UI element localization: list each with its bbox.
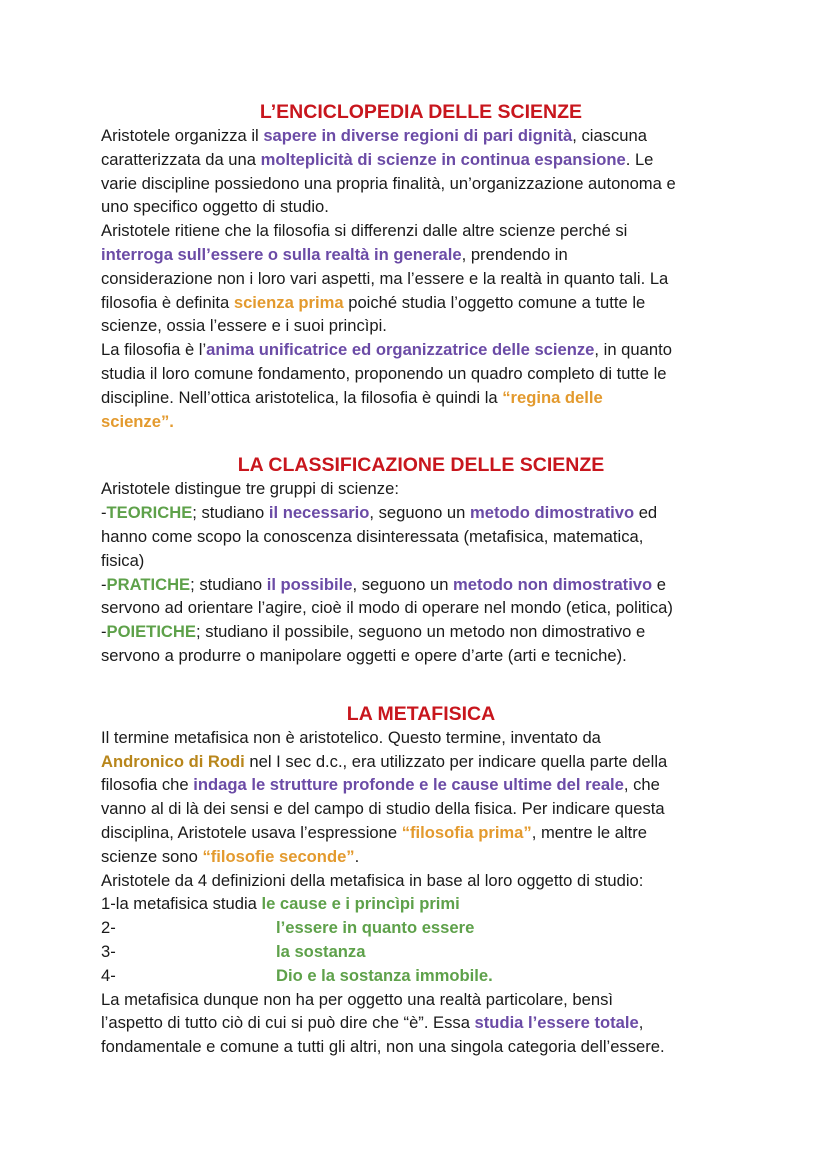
paragraph-line: fisica)	[101, 550, 145, 570]
paragraph-line: Il termine metafisica non è aristotelico. Questo termine, inventato da	[101, 727, 601, 747]
highlight-text: Dio e la sostanza immobile.	[276, 965, 493, 985]
text: , in quanto	[594, 340, 672, 360]
paragraph-line	[101, 124, 741, 148]
paragraph-line	[101, 773, 741, 797]
text: La filosofia è l’	[101, 340, 207, 360]
highlight-text: il necessario	[268, 503, 370, 523]
highlight-text: sapere in diverse regioni di pari dignità	[263, 126, 573, 145]
paragraph-line: considerazione non i loro vari aspetti, ma l’essere e la realtà in quanto tali. La	[101, 268, 669, 288]
text: Aristotele organizza il	[101, 126, 264, 145]
section-title: LA CLASSIFICAZIONE DELLE SCIENZE	[237, 454, 605, 477]
text: ; studiano	[192, 503, 269, 523]
paragraph-line	[101, 338, 741, 362]
item-number: 2-	[101, 918, 116, 938]
text: , seguono un	[369, 503, 470, 523]
definition-item	[101, 940, 741, 964]
text: discipline. Nell’ottica aristotelica, la filosofia è quindi la	[101, 387, 503, 407]
highlight-text: TEORICHE	[106, 503, 193, 523]
paragraph-line: Aristotele distingue tre gruppi di scienze:	[101, 479, 399, 499]
highlight-text: PRATICHE	[106, 574, 191, 594]
highlight-text: anima unificatrice ed organizzatrice delle scienze	[206, 340, 595, 360]
highlight-text: il possibile	[266, 574, 353, 594]
paragraph-line: servono ad orientare l’agire, cioè il modo di operare nel mondo (etica, politica)	[101, 598, 673, 618]
paragraph-line	[101, 1011, 741, 1035]
section-classificazione	[101, 453, 741, 667]
paragraph-line	[101, 291, 741, 315]
paragraph-line	[101, 845, 741, 869]
section-title: L’ENCICLOPEDIA DELLE SCIENZE	[259, 101, 583, 123]
highlight-text: molteplicità di scienze in continua espansione	[260, 149, 626, 169]
text: ; studiano il possibile, seguono un metodo non dimostrativo e	[195, 622, 646, 642]
section-enciclopedia	[101, 100, 741, 433]
highlight-text: metodo dimostrativo	[469, 503, 635, 523]
paragraph-line: Aristotele da 4 definizioni della metafisica in base al loro oggetto di studio:	[101, 870, 644, 890]
paragraph-line: scienze”.	[101, 411, 174, 431]
text: disciplina, Aristotele usava l’espressione	[101, 822, 402, 842]
highlight-text: le cause e i princìpi primi	[261, 894, 460, 914]
paragraph-line: La metafisica dunque non ha per oggetto una realtà particolare, bensì	[101, 989, 613, 1009]
text: . Le	[625, 149, 654, 169]
text: , che	[623, 775, 660, 795]
section-metafisica	[101, 702, 741, 1059]
paragraph-line	[101, 243, 741, 267]
text: 1-la metafisica studia	[101, 894, 262, 914]
item-number: 3-	[101, 941, 116, 961]
highlight-text: POIETICHE	[106, 622, 196, 642]
highlight-text: la sostanza	[276, 941, 366, 961]
section-title: LA METAFISICA	[346, 702, 496, 725]
text: e	[652, 574, 667, 594]
text: , mentre le altre	[531, 822, 647, 842]
definition-item	[101, 916, 741, 940]
text: , seguono un	[352, 574, 454, 594]
text: caratterizzata da una	[101, 149, 261, 169]
paragraph-line: varie discipline possiedono una propria finalità, un’organizzazione autonoma e	[101, 173, 676, 193]
paragraph-line: hanno come scopo la conoscenza disinteressata (metafisica, matematica,	[101, 526, 644, 546]
text: , ciascuna	[572, 126, 647, 145]
text: ed	[634, 503, 658, 523]
text: poiché studia l’oggetto comune a tutte le	[343, 292, 646, 312]
paragraph-line: servono a produrre o manipolare oggetti e opere d’arte (arti e tecniche).	[101, 645, 627, 665]
highlight-text: “filosofia prima”	[401, 822, 532, 842]
definition-item	[101, 964, 741, 988]
text: l’aspetto di tutto ciò di cui si può dire che “è”. Essa	[101, 1013, 475, 1033]
paragraph-line: uno specifico oggetto di studio.	[101, 197, 329, 217]
paragraph-line: scienze, ossia l’essere e i suoi princìpi.	[101, 316, 387, 336]
document-body	[101, 100, 741, 1059]
highlight-text: scienza prima	[233, 292, 344, 312]
text: filosofia che	[101, 775, 194, 795]
highlight-text: Andronico di Rodi	[101, 751, 245, 771]
highlight-text: “filosofie seconde”	[202, 846, 355, 866]
highlight-text: studia l’essere totale	[474, 1013, 639, 1033]
paragraph-line	[101, 750, 741, 774]
paragraph-line	[101, 573, 741, 597]
paragraph-line	[101, 501, 741, 525]
text: -	[101, 574, 107, 594]
paragraph-line: vanno al di là dei sensi e del campo di studio della fisica. Per indicare questa	[101, 799, 665, 819]
text: filosofia è definita	[101, 292, 234, 312]
text: -	[101, 622, 107, 642]
highlight-text: metodo non dimostrativo	[453, 574, 653, 594]
paragraph-line	[101, 148, 741, 172]
highlight-text: interroga sull’essere o sulla realtà in generale	[101, 244, 462, 264]
text: .	[354, 846, 360, 866]
definition-item	[101, 892, 741, 916]
text: , prendendo in	[461, 244, 568, 264]
paragraph-line: Aristotele ritiene che la filosofia si differenzi dalle altre scienze perché si	[101, 221, 628, 241]
item-number: 4-	[101, 965, 116, 985]
text: ,	[638, 1013, 644, 1033]
text: ; studiano	[190, 574, 267, 594]
text: -	[101, 503, 107, 523]
highlight-text: l’essere in quanto essere	[276, 918, 475, 938]
paragraph-line	[101, 821, 741, 845]
text: nel I sec d.c., era utilizzato per indicare quella parte della	[244, 751, 668, 771]
paragraph-line: studia il loro comune fondamento, proponendo un quadro completo di tutte le	[101, 363, 667, 383]
paragraph-line	[101, 620, 741, 644]
paragraph-line: fondamentale e comune a tutti gli altri, non una singola categoria dell’essere.	[101, 1037, 665, 1057]
text: scienze sono	[101, 846, 203, 866]
highlight-text: “regina delle	[502, 387, 603, 407]
paragraph-line	[101, 386, 741, 410]
highlight-text: indaga le strutture profonde e le cause ultime del reale	[193, 775, 624, 795]
